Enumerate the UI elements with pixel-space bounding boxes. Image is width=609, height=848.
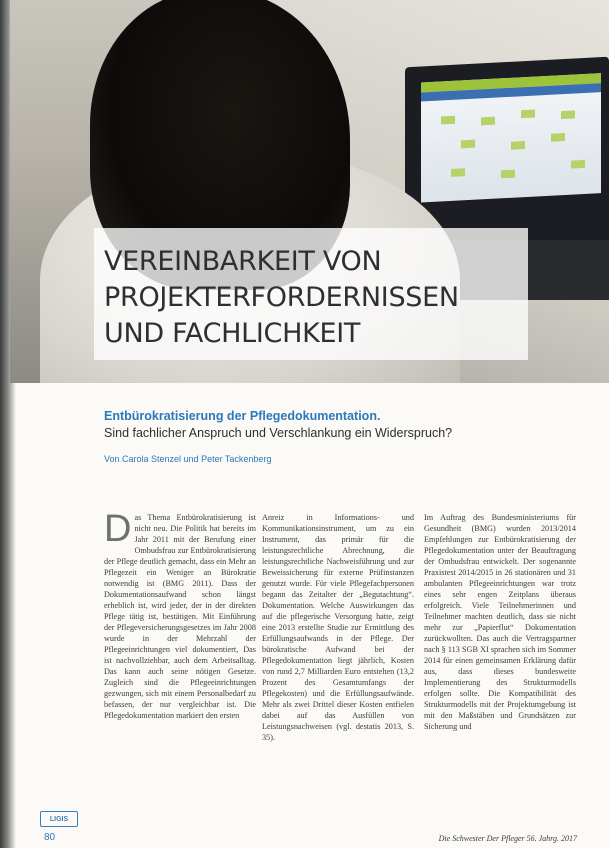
article-column-3: Im Auftrag des Bundesministeriums für Gesundheit (BMG) wurden 2013/2014 Empfehlungen zur Entbürokratisierung der Pflegedokumentation unter der Beauftragung der Ombudsfrau entwickelt. Der sogenannte Praxistest 2014/2015 in 26 stationären und 31 ambulanten Pflegeeinrichtungen war trotz eines sehr engen Zeitplans überaus erfolgreich. Viele Teilnehmerinnen und Teilnehmer machten deutlich, dass sie nicht mehr zur „Papierflut“ Dokumentation zurückwollten. Das auch die Vertragspartner nach § 113 SGB XI sprachen sich im Sommer 2014 für einen gemeinsamen Erklärung dafür aus, dass dieses bundesweite Implementierung des Strukturmodells erfolgen sollte. Die Kompatibilität des Strukturmodells mit der Projektumgebung ist mit den Maßstäben und Grundsätzen zur Sicherung und [424, 513, 576, 731]
page-footer: Die Schwester Der Pfleger 56. Jahrg. 2017 [438, 834, 577, 843]
article-deck-line2: Sind fachlicher Anspruch und Verschlankung ein Widerspruch? [104, 426, 453, 440]
drop-cap: D [104, 508, 132, 550]
article-deck-line1: Entbürokratisierung der Pflegedokumentation. [104, 409, 381, 423]
photo-monitor-screen [421, 73, 601, 202]
article-title: VEREINBARKEIT VON PROJEKTERFORDERNISSEN UND FACHLICHKEIT [104, 246, 459, 349]
column-1-text: as Thema Entbürokratisierung ist nicht neu. Die Politik hat bereits im Jahr 2011 mit der Berufung einer Ombudsfrau zur Entbürokratisierung der Pflege deutlich gemacht, dass ein Mehr an Pflegezeit ein Weniger an Bürokratie notwendig ist (BMG 2011). Dass der Dokumentationsaufwand schon längst erheblich ist, wird jeder, der in der direkten Pflege tätig ist, bestätigen. Mit Einführung der Pflegeversicherungsgesetzes im Jahr 2008 wurde in der Mehrzahl der Pflegeeinrichtungen viel dokumentiert, Das ist nachvollziehbar, auch dem Arbeitsalltag. Das kann auch seine nötigen Gesetze. Zugleich sind die Pflegeeinrichtungen gezwungen, sich mit einem Personalbedarf zu befassen, der nur vergleichbar ist. Die Pflegedokumentation markiert den ersten [104, 513, 256, 720]
article-column-2: Anreiz in Informations- und Kommunikationsinstrument, um zu ein Instrument, das primär für die leistungsrechtliche Abrechnung, die leistungsrechtliche Nachweisführung und zur Beweissicherung für externe Prüfinstanzen genutzt wurde. Für viele Pflegefachpersonen begann das Zeitalter der „Begutachtung“. Dokumentation. Welche Auswirkungen das auf die pflegerische Versorgung hatte, zeigt eine 2013 erstellte Studie zur Ermittlung des Erfüllungsaufwands in der Pflege. Der bürokratische Aufwand bei der Pflegedokumentation liegt jährlich, Kosten von rund 2,7 Milliarden Euro entstehen (13,2 Prozent des Gesamtumfangs der Pflegekosten) und die Erfüllungsaufwände. Mehr als zwei Drittel dieser Kosten entfielen dabei auf das Ausfüllen von Leistungsnachweisen (vgl. destatis 2013, S. 35). [262, 513, 414, 742]
page-number: 80 [44, 832, 56, 843]
article-byline: Von Carola Stenzel und Peter Tackenberg [104, 454, 272, 464]
publisher-logo: LIGIS [40, 811, 78, 827]
article-column-1 [104, 508, 256, 721]
